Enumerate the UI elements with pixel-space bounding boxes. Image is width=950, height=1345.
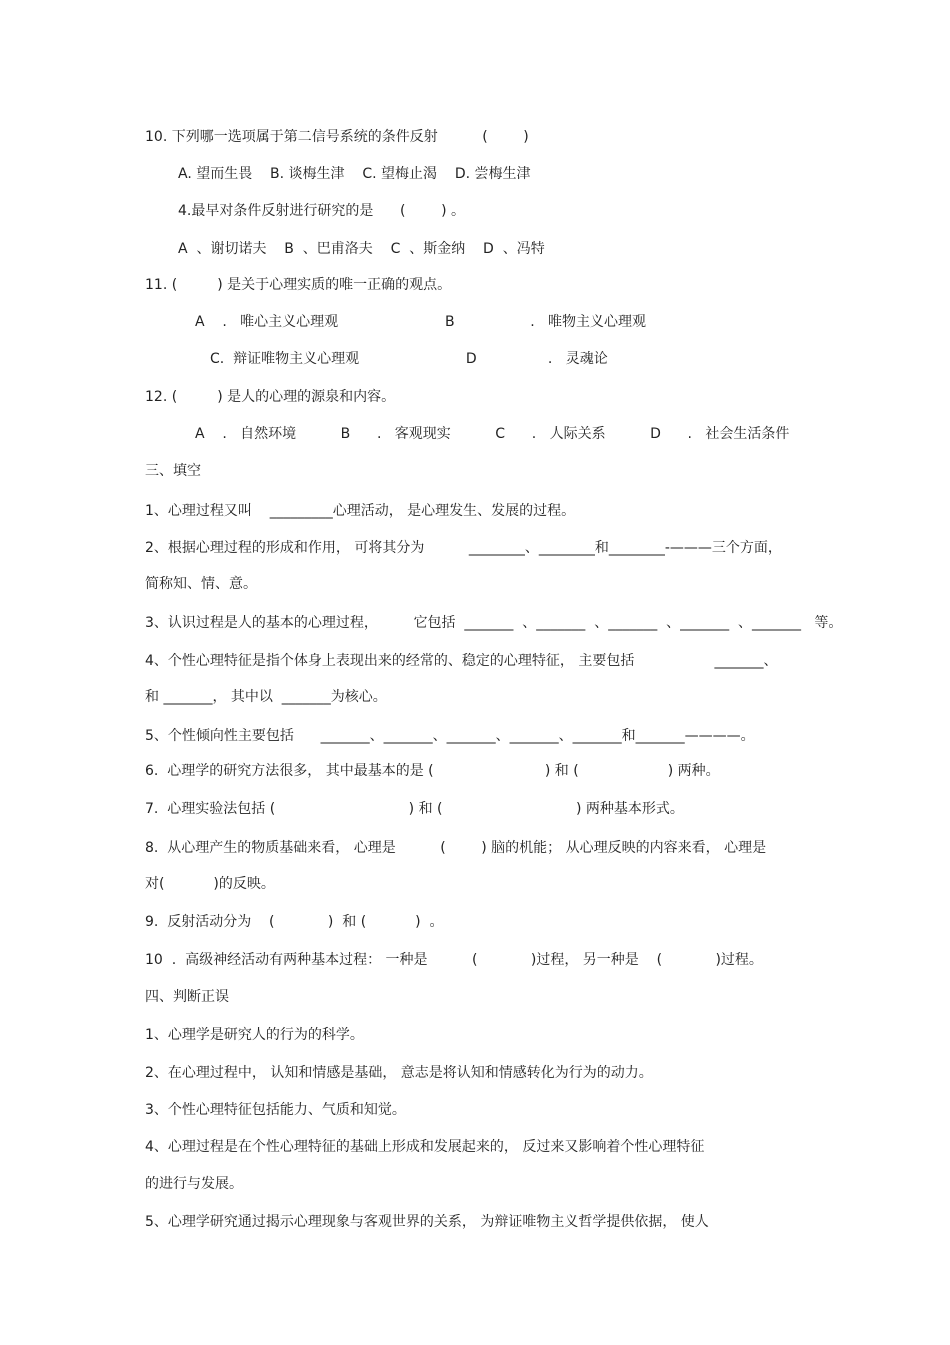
- fill-question-5: 5、个性倾向性主要包括 _______、_______、_______、_______、_______和_______————。: [145, 728, 755, 744]
- question-10-choice-stem: 10. 下列哪一选项属于第二信号系统的条件反射 ( ): [145, 129, 529, 145]
- judge-statement-4-continued: 的进行与发展。: [145, 1176, 243, 1192]
- section-heading-true-false: 四、判断正误: [145, 989, 229, 1005]
- fill-question-4-continued: 和 _______， 其中以 _______为核心。: [145, 689, 387, 705]
- fill-question-9: 9. 反射活动分为 ( ) 和 ( ) 。: [145, 914, 444, 930]
- section-heading-fill-blank: 三、填空: [145, 463, 201, 479]
- question-4-stem: 4.最早对条件反射进行研究的是 ( ) 。: [178, 203, 466, 219]
- judge-statement-2: 2、在心理过程中， 认知和情感是基础， 意志是将认知和情感转化为行为的动力。: [145, 1065, 653, 1081]
- question-11-options-ab: A . 唯心主义心理观 B . 唯物主义心理观: [195, 314, 647, 330]
- fill-question-8: 8. 从心理产生的物质基础来看， 心理是 ( ) 脑的机能； 从心理反映的内容来看， 心理是: [145, 840, 767, 856]
- question-12-stem: 12. ( ) 是人的心理的源泉和内容。: [145, 389, 396, 405]
- judge-statement-5: 5、心理学研究通过揭示心理现象与客观世界的关系， 为辩证唯物主义哲学提供依据， 使人: [145, 1214, 709, 1230]
- question-11-options-cd: C. 辩证唯物主义心理观 D . 灵魂论: [210, 351, 608, 367]
- fill-question-3: 3、认识过程是人的基本的心理过程， 它包括 _______ 、_______ 、_______ 、_______ 、_______ 等。: [145, 615, 843, 631]
- judge-statement-3: 3、个性心理特征包括能力、气质和知觉。: [145, 1102, 406, 1118]
- fill-question-4: 4、个性心理特征是指个体身上表现出来的经常的、稳定的心理特征， 主要包括 _______、: [145, 653, 778, 669]
- question-10-options: A. 望而生畏 B. 谈梅生津 C. 望梅止渴 D. 尝梅生津: [178, 166, 531, 182]
- judge-statement-1: 1、心理学是研究人的行为的科学。: [145, 1027, 364, 1043]
- question-11-stem: 11. ( ) 是关于心理实质的唯一正确的观点。: [145, 277, 452, 293]
- fill-question-6: 6. 心理学的研究方法很多， 其中最基本的是 ( ) 和 ( ) 两种。: [145, 763, 720, 779]
- fill-question-2-continued: 简称知、情、意。: [145, 576, 257, 592]
- fill-question-10: 10 . 高级神经活动有两种基本过程： 一种是 ( )过程， 另一种是 ( )过程。: [145, 952, 763, 968]
- fill-question-7: 7. 心理实验法包括 ( ) 和 ( ) 两种基本形式。: [145, 801, 684, 817]
- fill-question-8-continued: 对( )的反映。: [145, 876, 275, 892]
- fill-question-2: 2、根据心理过程的形成和作用， 可将其分为 ________、________和________-———三个方面，: [145, 540, 782, 556]
- judge-statement-4: 4、心理过程是在个性心理特征的基础上形成和发展起来的， 反过来又影响着个性心理特征: [145, 1139, 705, 1155]
- question-4-options: A 、谢切诺夫 B 、巴甫洛夫 C 、斯金纳 D 、冯特: [178, 241, 545, 257]
- fill-question-1: 1、心理过程又叫 _________心理活动， 是心理发生、发展的过程。: [145, 503, 576, 519]
- question-12-options: A . 自然环境 B . 客观现实 C . 人际关系 D . 社会生活条件: [195, 426, 790, 442]
